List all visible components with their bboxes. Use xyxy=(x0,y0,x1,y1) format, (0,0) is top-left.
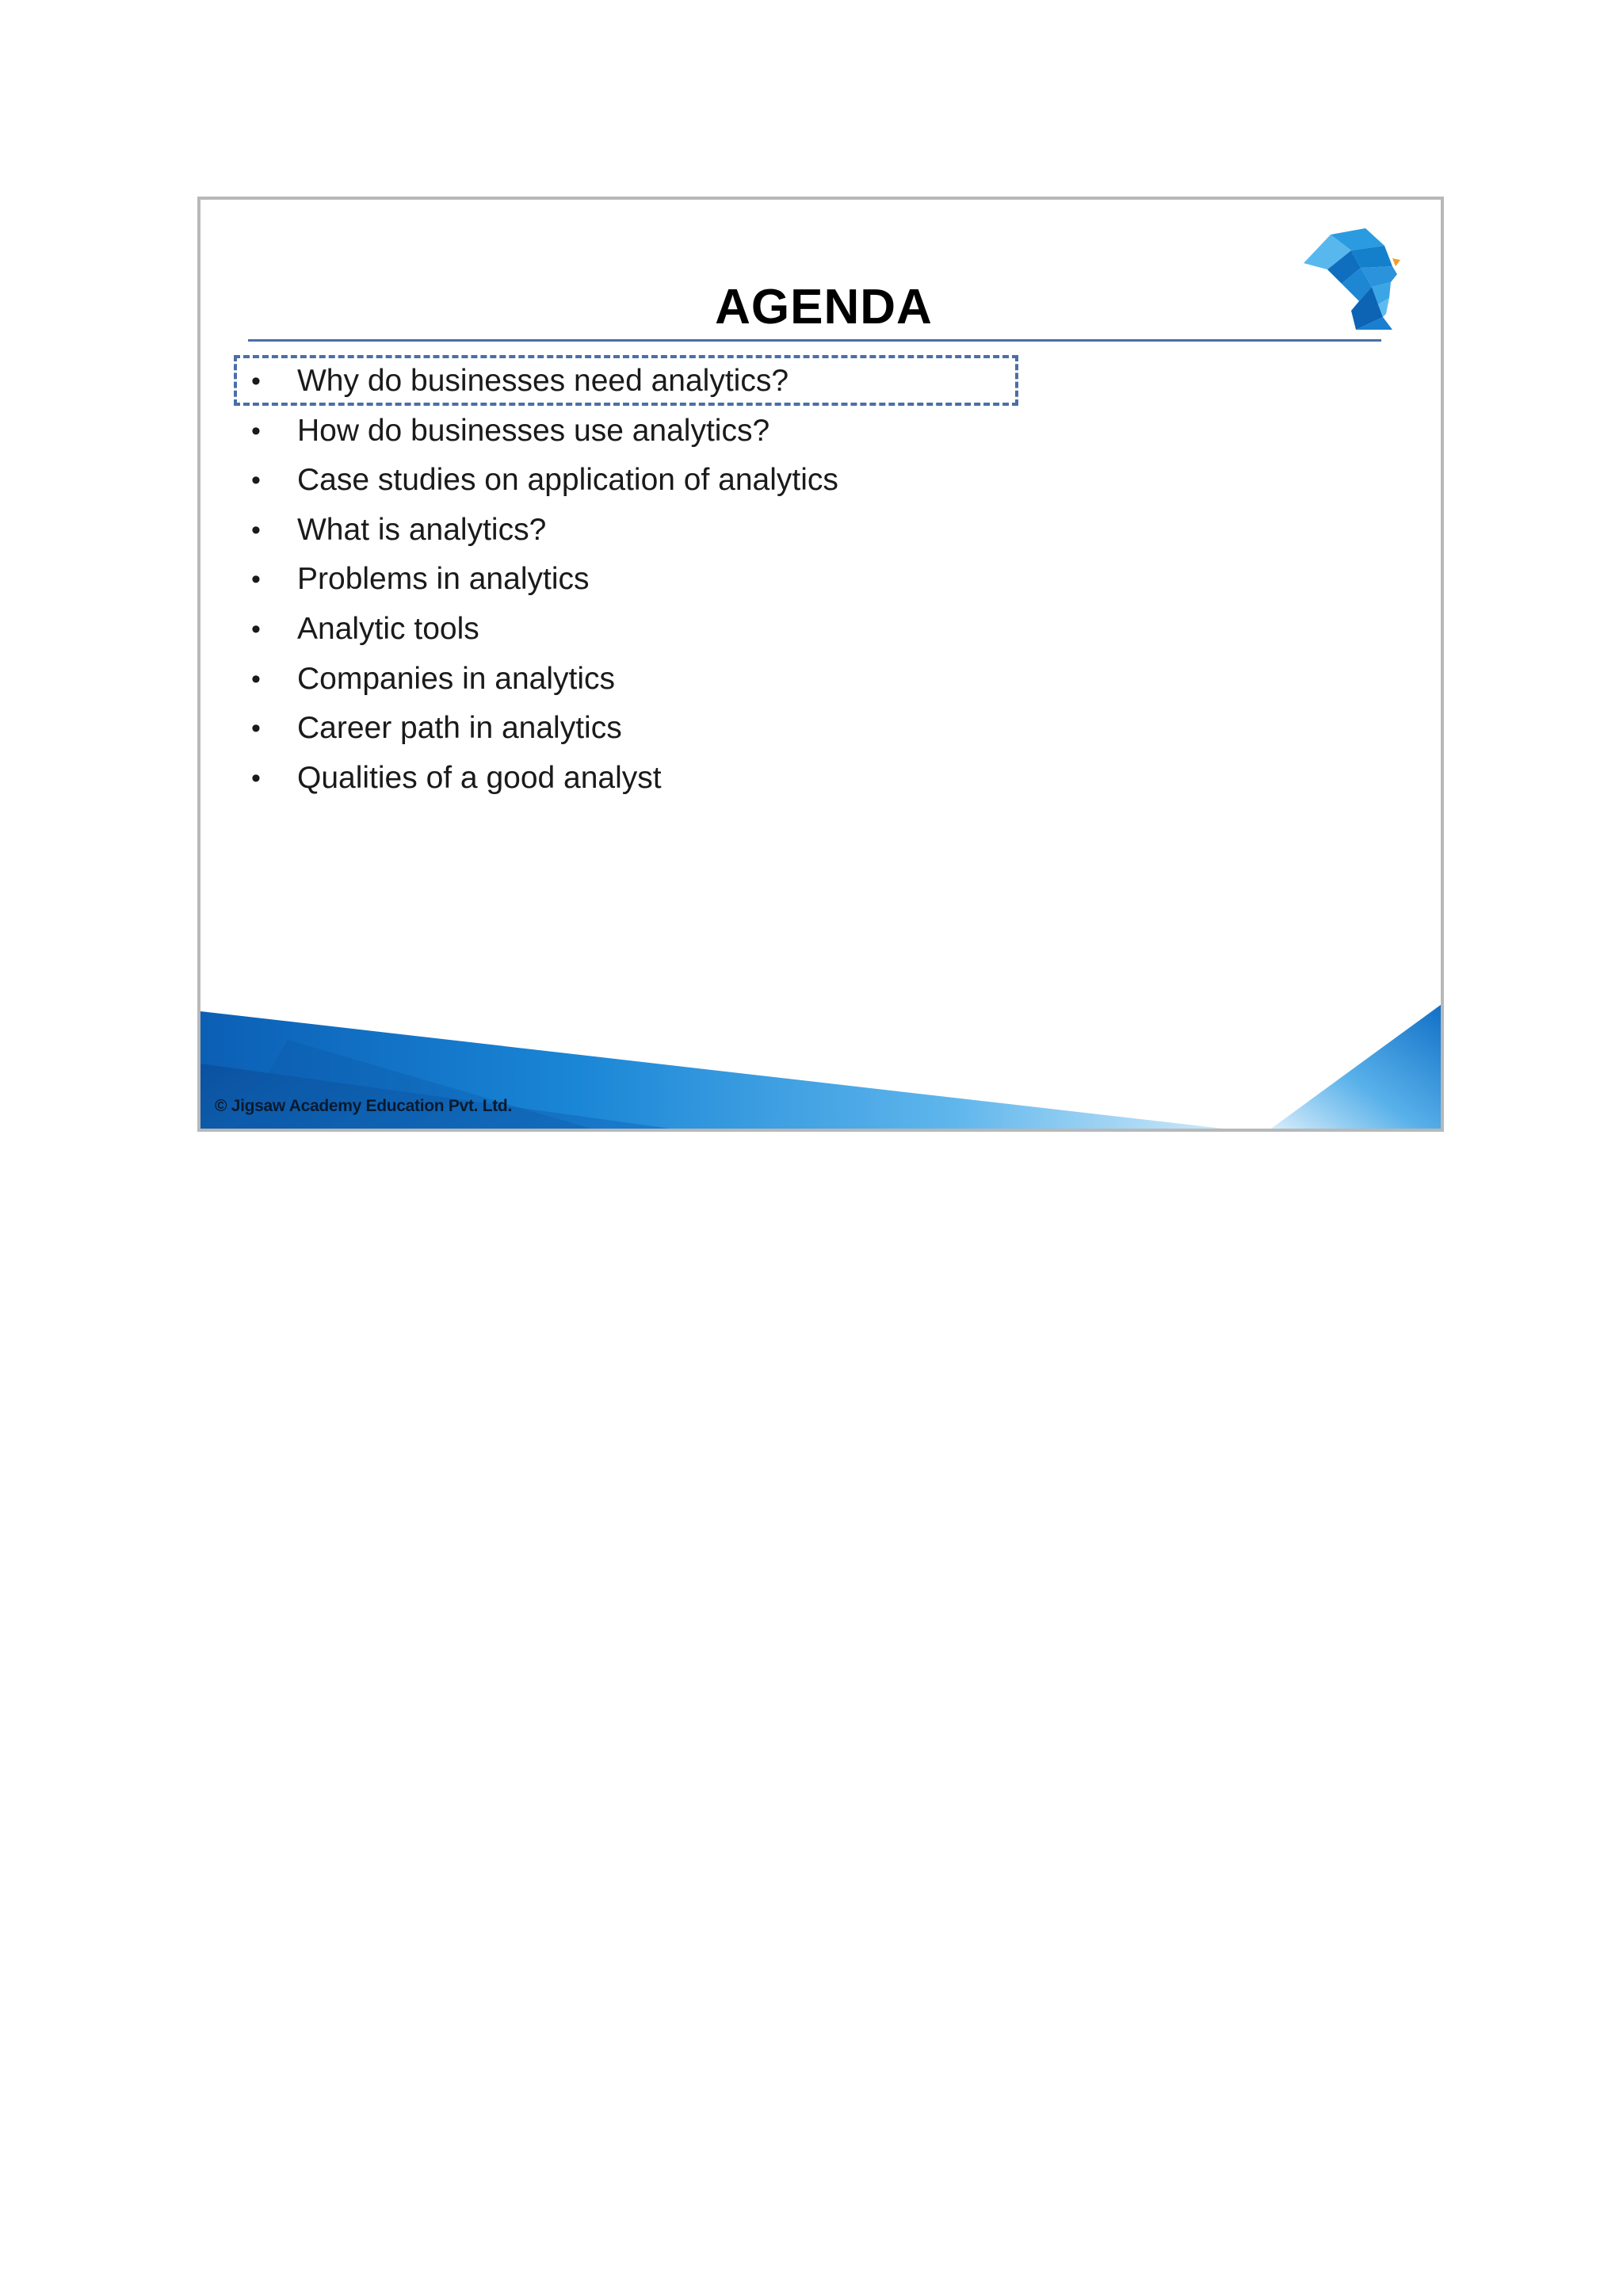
agenda-item-text: Companies in analytics xyxy=(297,661,616,696)
bullet: • xyxy=(251,415,261,446)
bullet: • xyxy=(251,713,261,744)
agenda-item-text: How do businesses use analytics? xyxy=(297,413,770,448)
agenda-item-text: What is analytics? xyxy=(297,512,547,547)
bullet: • xyxy=(251,514,261,545)
bullet: • xyxy=(251,465,261,496)
bullet: • xyxy=(251,564,261,595)
agenda-item-text: Why do businesses need analytics? xyxy=(297,364,789,398)
bullet: • xyxy=(251,663,261,694)
copyright-text: © Jigsaw Academy Education Pvt. Ltd. xyxy=(215,1097,512,1115)
agenda-item-text: Problems in analytics xyxy=(297,562,590,597)
title-divider xyxy=(248,339,1381,342)
agenda-item-text: Career path in analytics xyxy=(297,711,622,746)
agenda-item-text: Analytic tools xyxy=(297,611,479,646)
bullet: • xyxy=(251,366,261,396)
slide-title: AGENDA xyxy=(715,280,933,334)
agenda-item-text: Qualities of a good analyst xyxy=(297,760,662,795)
slide xyxy=(197,197,1444,1132)
bullet: • xyxy=(251,762,261,793)
agenda-item-text: Case studies on application of analytics xyxy=(297,463,838,498)
bullet: • xyxy=(251,613,261,644)
